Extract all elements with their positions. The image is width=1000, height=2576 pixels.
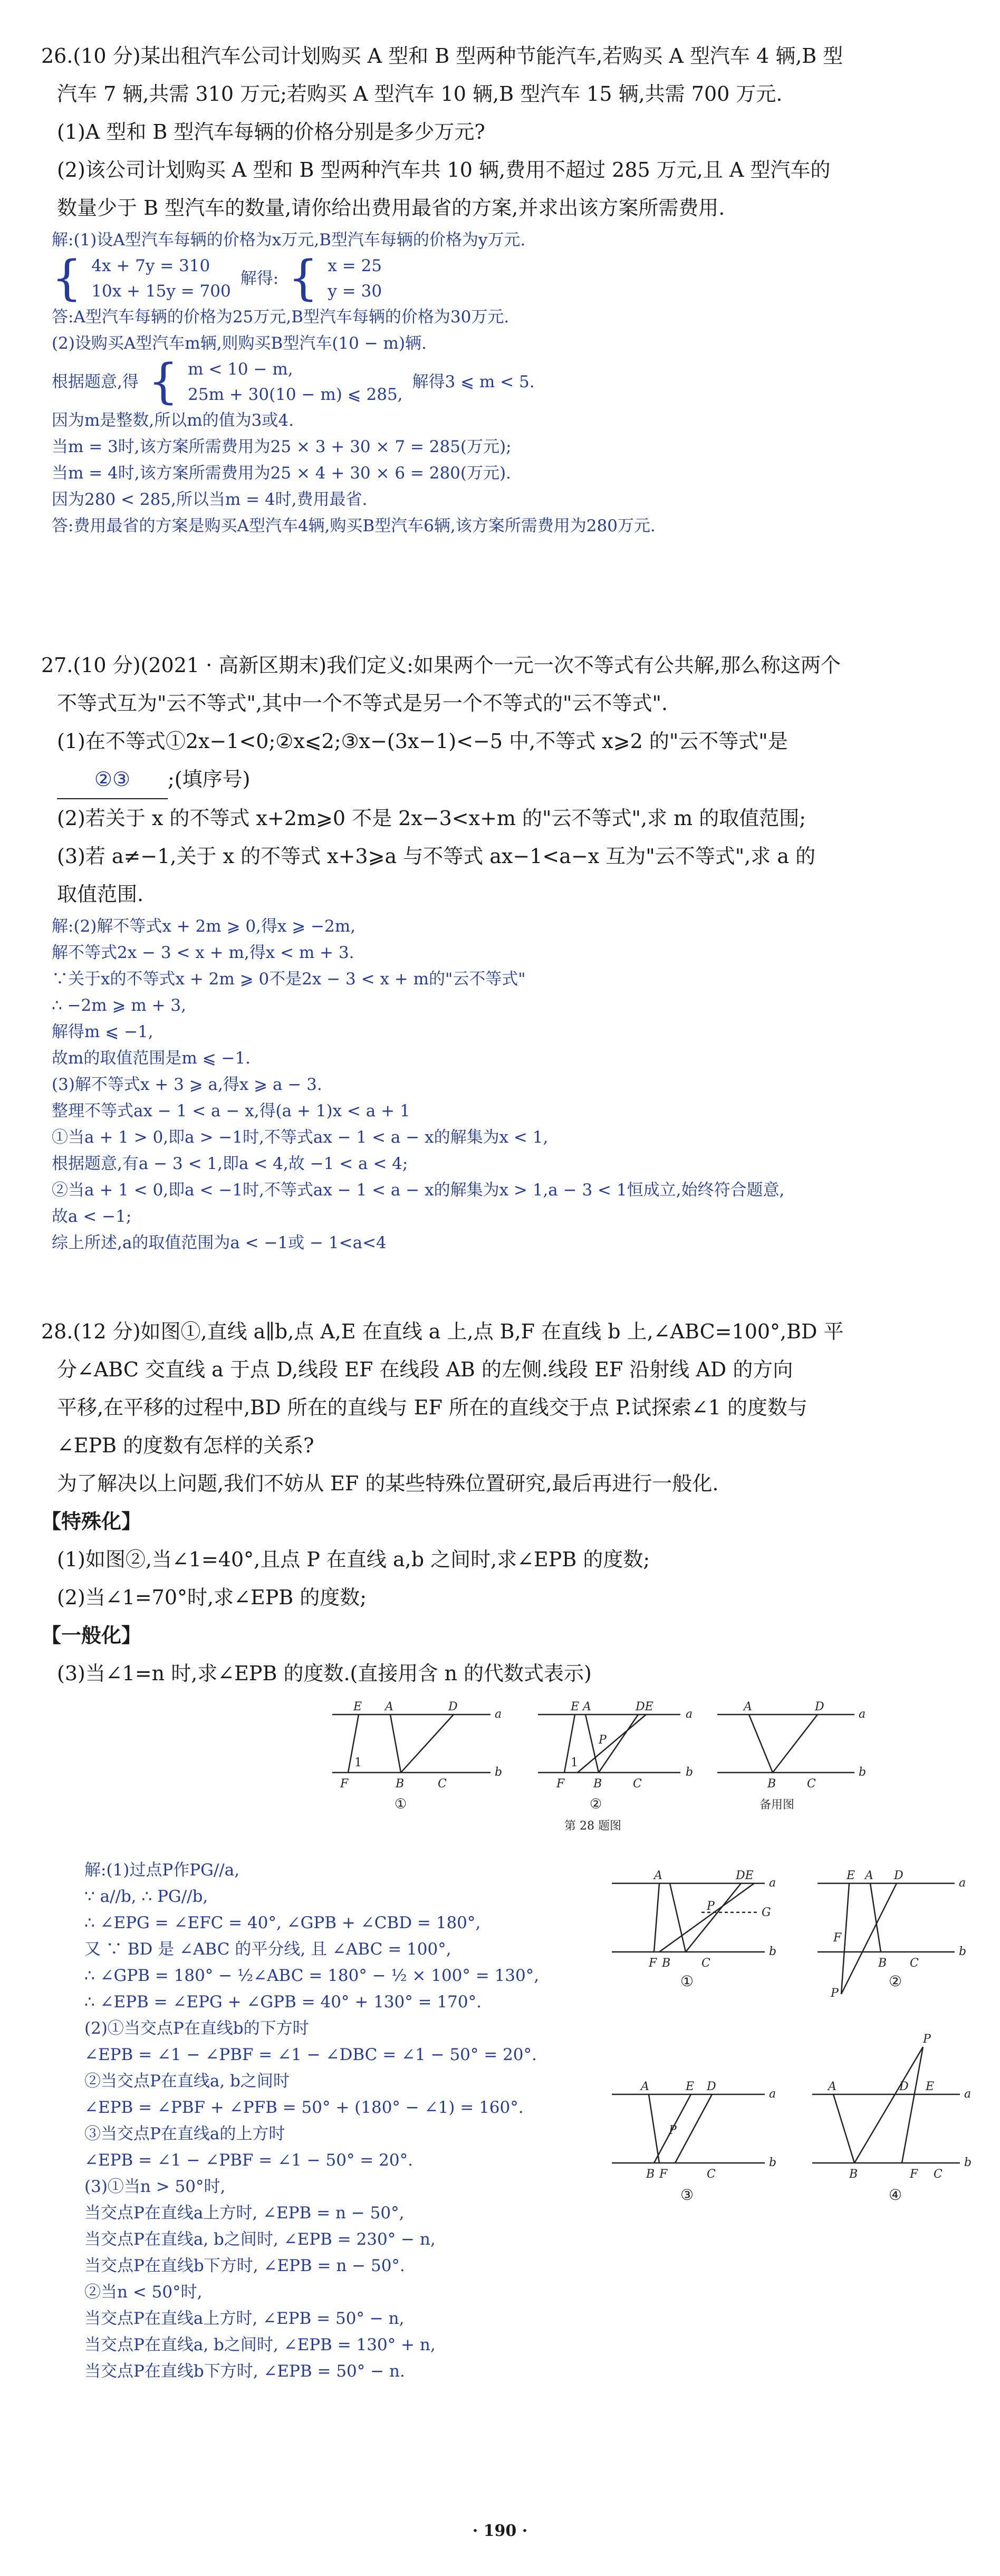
p26-line-5: 数量少于 B 型汽车的数量,请你给出费用最省的方案,并求出该方案所需费用. bbox=[57, 196, 725, 219]
svg-text:B: B bbox=[396, 1777, 405, 1790]
p28-sol-fig-label: ① bbox=[680, 1972, 694, 1990]
svg-text:F: F bbox=[833, 1931, 842, 1945]
p26-sys2-eq2: 25m + 30(10 − m) ⩽ 285, bbox=[188, 385, 403, 404]
p27-line-q3: (3)若 a≠−1,关于 x 的不等式 x+3⩾a 与不等式 ax−1<a−x 互为"云不等式",求 a 的 bbox=[57, 845, 816, 868]
p26-solution bbox=[41, 227, 954, 539]
svg-text:E: E bbox=[847, 1869, 855, 1882]
svg-text:P: P bbox=[831, 1987, 839, 2000]
p28-fig-label: 备用图 bbox=[759, 1798, 795, 1812]
p27-line-q3b: 取值范围. bbox=[57, 883, 144, 906]
svg-text:B: B bbox=[662, 1957, 671, 1970]
svg-text:A: A bbox=[865, 1869, 873, 1882]
svg-text:B: B bbox=[878, 1957, 887, 1970]
svg-text:F: F bbox=[910, 2168, 918, 2181]
svg-text:a: a bbox=[959, 1876, 966, 1890]
svg-text:F: F bbox=[556, 1777, 565, 1790]
p28-row: ③当交点P在直线a的上方时 bbox=[84, 2124, 285, 2143]
svg-text:B: B bbox=[646, 2168, 655, 2181]
problem-27 bbox=[41, 646, 954, 1256]
p28-line-5: 为了解决以上问题,我们不妨从 EF 的某些特殊位置研究,最后再进行一般化. bbox=[57, 1472, 719, 1495]
p28-sol-fig-label: ③ bbox=[680, 2186, 694, 2204]
p26-sys1-eq2: 10x + 15y = 700 bbox=[91, 282, 231, 301]
svg-text:F: F bbox=[649, 1957, 657, 1970]
p28-solution-figures bbox=[601, 1868, 970, 2279]
p28-line-s2: (2)当∠1=70°时,求∠EPB 的度数; bbox=[57, 1586, 367, 1609]
p28-row: ∠EPB = ∠1 − ∠PBF = ∠1 − 50° = 20°. bbox=[84, 2151, 413, 2170]
svg-text:P: P bbox=[669, 2124, 677, 2137]
p26-row: 当m = 3时,该方案所需费用为25 × 3 + 30 × 7 = 285(万元); bbox=[52, 437, 512, 456]
p27-line-fill bbox=[41, 760, 954, 799]
p28-line-s1: (1)如图②,当∠1=40°,且点 P 在直线 a,b 之间时,求∠EPB 的度数; bbox=[57, 1548, 650, 1571]
p28-row: 当交点P在直线b下方时, ∠EPB = 50° − n. bbox=[84, 2362, 405, 2381]
svg-text:D: D bbox=[707, 2080, 716, 2093]
p27-row: 解得m ⩽ −1, bbox=[52, 1022, 153, 1041]
p28-row: ∴ ∠EPG = ∠EFC = 40°, ∠GPB + ∠CBD = 180°, bbox=[84, 1913, 481, 1932]
p28-row: 当交点P在直线a, b之间时, ∠EPB = 130° + n, bbox=[84, 2335, 436, 2354]
svg-text:A: A bbox=[828, 2080, 836, 2093]
svg-text:a: a bbox=[686, 1708, 693, 1721]
p26-line-1: 26.(10 分)某出租汽车公司计划购买 A 型和 B 型两种节能汽车,若购买 A 型汽车 4 辆,B 型 bbox=[41, 44, 843, 68]
p26-system-1 bbox=[52, 253, 954, 304]
p26-sys2-res: 解得3 ⩽ m < 5. bbox=[412, 372, 535, 391]
p27-row: 解不等式2x − 3 < x + m,得x < m + 3. bbox=[52, 943, 354, 962]
p27-solution bbox=[41, 913, 954, 1256]
p28-fig-label: ② bbox=[590, 1796, 602, 1812]
p27-row: ∴ −2m ⩾ m + 3, bbox=[52, 996, 187, 1015]
p28-row: ∠EPB = ∠1 − ∠PBF = ∠1 − ∠DBC = ∠1 − 50° = 20°. bbox=[84, 2045, 537, 2064]
p27-row: ②当a + 1 < 0,即a < −1时,不等式ax − 1 < a − x的解集为x > 1,a − 3 < 1恒成立,始终符合题意, bbox=[52, 1181, 785, 1200]
svg-text:G: G bbox=[762, 1906, 771, 1919]
p28-row: 当交点P在直线a上方时, ∠EPB = n − 50°, bbox=[84, 2204, 405, 2223]
p26-sys2-eq1: m < 10 − m, bbox=[188, 360, 293, 379]
svg-text:F: F bbox=[659, 2168, 668, 2181]
p26-row: 当m = 4时,该方案所需费用为25 × 4 + 30 × 6 = 280(万元). bbox=[52, 464, 511, 483]
p28-row: ②当交点P在直线a, b之间时 bbox=[84, 2072, 290, 2091]
svg-text:C: C bbox=[701, 1957, 710, 1970]
p27-fill-answer: ②③ bbox=[57, 760, 168, 799]
svg-text:D: D bbox=[815, 1700, 824, 1713]
svg-text:B: B bbox=[593, 1777, 602, 1790]
svg-text:C: C bbox=[707, 2168, 716, 2181]
p27-row: 故a < −1; bbox=[52, 1207, 132, 1226]
svg-text:C: C bbox=[910, 1957, 919, 1970]
p26-sys2-pre: 根据题意,得 bbox=[52, 372, 139, 391]
p26-line-2: 汽车 7 辆,共需 310 万元;若购买 A 型汽车 10 辆,B 型汽车 15 辆,共需 700 万元. bbox=[57, 82, 783, 106]
problem-28 bbox=[41, 1313, 954, 1692]
svg-text:b: b bbox=[959, 1945, 967, 1958]
svg-text:1: 1 bbox=[354, 1756, 362, 1769]
p26-row: 答:费用最省的方案是购买A型汽车4辆,购买B型汽车6辆,该方案所需费用为280万元. bbox=[52, 516, 656, 535]
p26-row: 因为m是整数,所以m的值为3或4. bbox=[52, 411, 294, 430]
p28-row: 当交点P在直线a上方时, ∠EPB = 50° − n, bbox=[84, 2309, 405, 2328]
p26-sys1-eq1: 4x + 7y = 310 bbox=[91, 256, 210, 275]
svg-text:DE: DE bbox=[736, 1869, 754, 1882]
p26-line-4: (2)该公司计划购买 A 型和 B 型两种汽车共 10 辆,费用不超过 285 万元,且 A 型汽车的 bbox=[57, 158, 831, 181]
svg-text:a: a bbox=[769, 2087, 776, 2101]
p28-line-3: 平移,在平移的过程中,BD 所在的直线与 EF 所在的直线交于点 P.试探索∠1 的度数与 bbox=[57, 1396, 808, 1419]
svg-text:a: a bbox=[964, 2087, 972, 2101]
svg-text:DE: DE bbox=[636, 1700, 653, 1713]
p26-sys1-mid: 解得: bbox=[240, 269, 279, 288]
p27-row: 根据题意,有a − 3 < 1,即a < 4,故 −1 < a < 4; bbox=[52, 1154, 408, 1173]
svg-text:b: b bbox=[859, 1766, 867, 1779]
p26-sys1-res1: x = 25 bbox=[328, 256, 382, 275]
p28-line-4: ∠EPB 的度数有怎样的关系? bbox=[57, 1434, 314, 1457]
p27-row: 故m的取值范围是m ⩽ −1. bbox=[52, 1049, 251, 1068]
svg-text:A: A bbox=[654, 1869, 662, 1882]
svg-text:A: A bbox=[385, 1700, 393, 1713]
svg-text:b: b bbox=[769, 1945, 777, 1958]
svg-text:P: P bbox=[599, 1734, 607, 1747]
svg-text:D: D bbox=[899, 2080, 909, 2093]
p26-row: 因为280 < 285,所以当m = 4时,费用最省. bbox=[52, 490, 368, 509]
p28-row: ∵ a//b, ∴ PG//b, bbox=[84, 1887, 208, 1906]
p28-row: ∴ ∠GPB = 180° − ½∠ABC = 180° − ½ × 100° = 130°, bbox=[84, 1966, 540, 1985]
svg-text:D: D bbox=[894, 1869, 903, 1882]
svg-text:P: P bbox=[707, 1900, 715, 1913]
brace-icon: { bbox=[148, 354, 179, 409]
p28-question-figures bbox=[316, 1693, 870, 1833]
svg-text:B: B bbox=[767, 1777, 776, 1790]
p28-sol-fig-label: ④ bbox=[889, 2186, 902, 2204]
p28-row: (3)①当n > 50°时, bbox=[84, 2177, 226, 2196]
svg-text:1: 1 bbox=[571, 1756, 578, 1769]
brace-icon: { bbox=[52, 251, 82, 306]
p26-part2: (2)设购买A型汽车m辆,则购买B型汽车(10 − m)辆. bbox=[52, 334, 427, 353]
p28-heading-special: 【特殊化】 bbox=[41, 1509, 142, 1533]
p27-row: ①当a + 1 > 0,即a > −1时,不等式ax − 1 < a − x的解集为x < 1, bbox=[52, 1128, 549, 1147]
p28-solution bbox=[74, 1857, 612, 2385]
svg-text:a: a bbox=[769, 1876, 776, 1890]
svg-text:C: C bbox=[807, 1777, 816, 1790]
p26-system-2 bbox=[52, 354, 954, 409]
p27-row: (3)解不等式x + 3 ⩾ a,得x ⩾ a − 3. bbox=[52, 1075, 322, 1094]
p28-row: ∴ ∠EPB = ∠EPG + ∠GPB = 40° + 130° = 170°. bbox=[84, 1993, 482, 2012]
p27-fill-tail: ;(填序号) bbox=[168, 768, 251, 791]
p26-sys1-res2: y = 30 bbox=[328, 282, 382, 301]
svg-text:a: a bbox=[495, 1708, 502, 1721]
p27-line-q2: (2)若关于 x 的不等式 x+2m⩾0 不是 2x−3<x+m 的"云不等式",求 m 的取值范围; bbox=[57, 807, 806, 830]
svg-text:A: A bbox=[641, 2080, 649, 2093]
svg-text:b: b bbox=[964, 2156, 972, 2169]
p28-row: ∠EPB = ∠PBF + ∠PFB = 50° + (180° − ∠1) = 160°. bbox=[84, 2098, 524, 2117]
p28-row: 当交点P在直线a, b之间时, ∠EPB = 230° − n, bbox=[84, 2230, 436, 2249]
p28-sol-fig-label: ② bbox=[889, 1972, 902, 1990]
brace-icon: { bbox=[288, 251, 319, 306]
svg-text:C: C bbox=[438, 1777, 447, 1790]
p28-row: 解:(1)过点P作PG//a, bbox=[84, 1861, 240, 1880]
p28-row: 当交点P在直线b下方时, ∠EPB = n − 50°. bbox=[84, 2256, 405, 2275]
p28-line-2: 分∠ABC 交直线 a 于点 D,线段 EF 在线段 AB 的左侧.线段 EF 沿射线 AD 的方向 bbox=[57, 1358, 793, 1381]
svg-text:P: P bbox=[923, 2033, 931, 2046]
svg-text:E: E bbox=[353, 1700, 362, 1713]
p28-line-1: 28.(12 分)如图①,直线 a∥b,点 A,E 在直线 a 上,点 B,F 在直线 b 上,∠ABC=100°,BD 平 bbox=[41, 1320, 844, 1343]
svg-text:b: b bbox=[769, 2156, 777, 2169]
p28-fig-label: ① bbox=[395, 1796, 407, 1812]
p26-line-3: (1)A 型和 B 型汽车每辆的价格分别是多少万元? bbox=[57, 120, 485, 143]
svg-text:F: F bbox=[340, 1777, 349, 1790]
svg-text:A: A bbox=[744, 1700, 752, 1713]
p27-row: 综上所述,a的取值范围为a < −1或 − 1<a<4 bbox=[52, 1233, 387, 1252]
p27-row: ∵关于x的不等式x + 2m ⩾ 0不是2x − 3 < x + m的"云不等式" bbox=[52, 970, 526, 989]
svg-text:C: C bbox=[934, 2168, 943, 2181]
svg-text:C: C bbox=[633, 1777, 642, 1790]
p28-row: ②当n < 50°时, bbox=[84, 2283, 203, 2302]
svg-text:a: a bbox=[859, 1708, 866, 1721]
svg-text:D: D bbox=[448, 1700, 458, 1713]
p28-fig-caption: 第 28 题图 bbox=[564, 1820, 621, 1833]
p28-row: (2)①当交点P在直线b的下方时 bbox=[84, 2019, 309, 2038]
p27-line-1: 27.(10 分)(2021 · 高新区期末)我们定义:如果两个一元一次不等式有公共解,那么称这两个 bbox=[41, 654, 841, 677]
page-number: · 190 · bbox=[472, 2522, 528, 2540]
problem-26 bbox=[41, 37, 954, 539]
p28-row: 又 ∵ BD 是 ∠ABC 的平分线, 且 ∠ABC = 100°, bbox=[84, 1940, 451, 1959]
p27-row: 整理不等式ax − 1 < a − x,得(a + 1)x < a + 1 bbox=[52, 1102, 410, 1121]
p26-ans1: 答:A型汽车每辆的价格为25万元,B型汽车每辆的价格为30万元. bbox=[52, 308, 509, 327]
svg-text:E: E bbox=[926, 2080, 935, 2093]
p28-heading-general: 【一般化】 bbox=[41, 1623, 142, 1647]
p27-row: 解:(2)解不等式x + 2m ⩾ 0,得x ⩾ −2m, bbox=[52, 917, 356, 936]
p28-line-g: (3)当∠1=n 时,求∠EPB 的度数.(直接用含 n 的代数式表示) bbox=[57, 1662, 592, 1685]
p27-line-2: 不等式互为"云不等式",其中一个不等式是另一个不等式的"云不等式". bbox=[57, 692, 668, 715]
svg-text:b: b bbox=[495, 1766, 503, 1779]
p27-line-3: (1)在不等式①2x−1<0;②x⩽2;③x−(3x−1)<−5 中,不等式 x⩾2 的"云不等式"是 bbox=[57, 730, 788, 753]
p26-sol-head: 解:(1)设A型汽车每辆的价格为x万元,B型汽车每辆的价格为y万元. bbox=[52, 231, 526, 250]
svg-text:E: E bbox=[686, 2080, 695, 2093]
svg-text:b: b bbox=[686, 1766, 694, 1779]
svg-text:E: E bbox=[571, 1700, 580, 1713]
svg-text:A: A bbox=[583, 1700, 591, 1713]
svg-text:B: B bbox=[849, 2168, 858, 2181]
